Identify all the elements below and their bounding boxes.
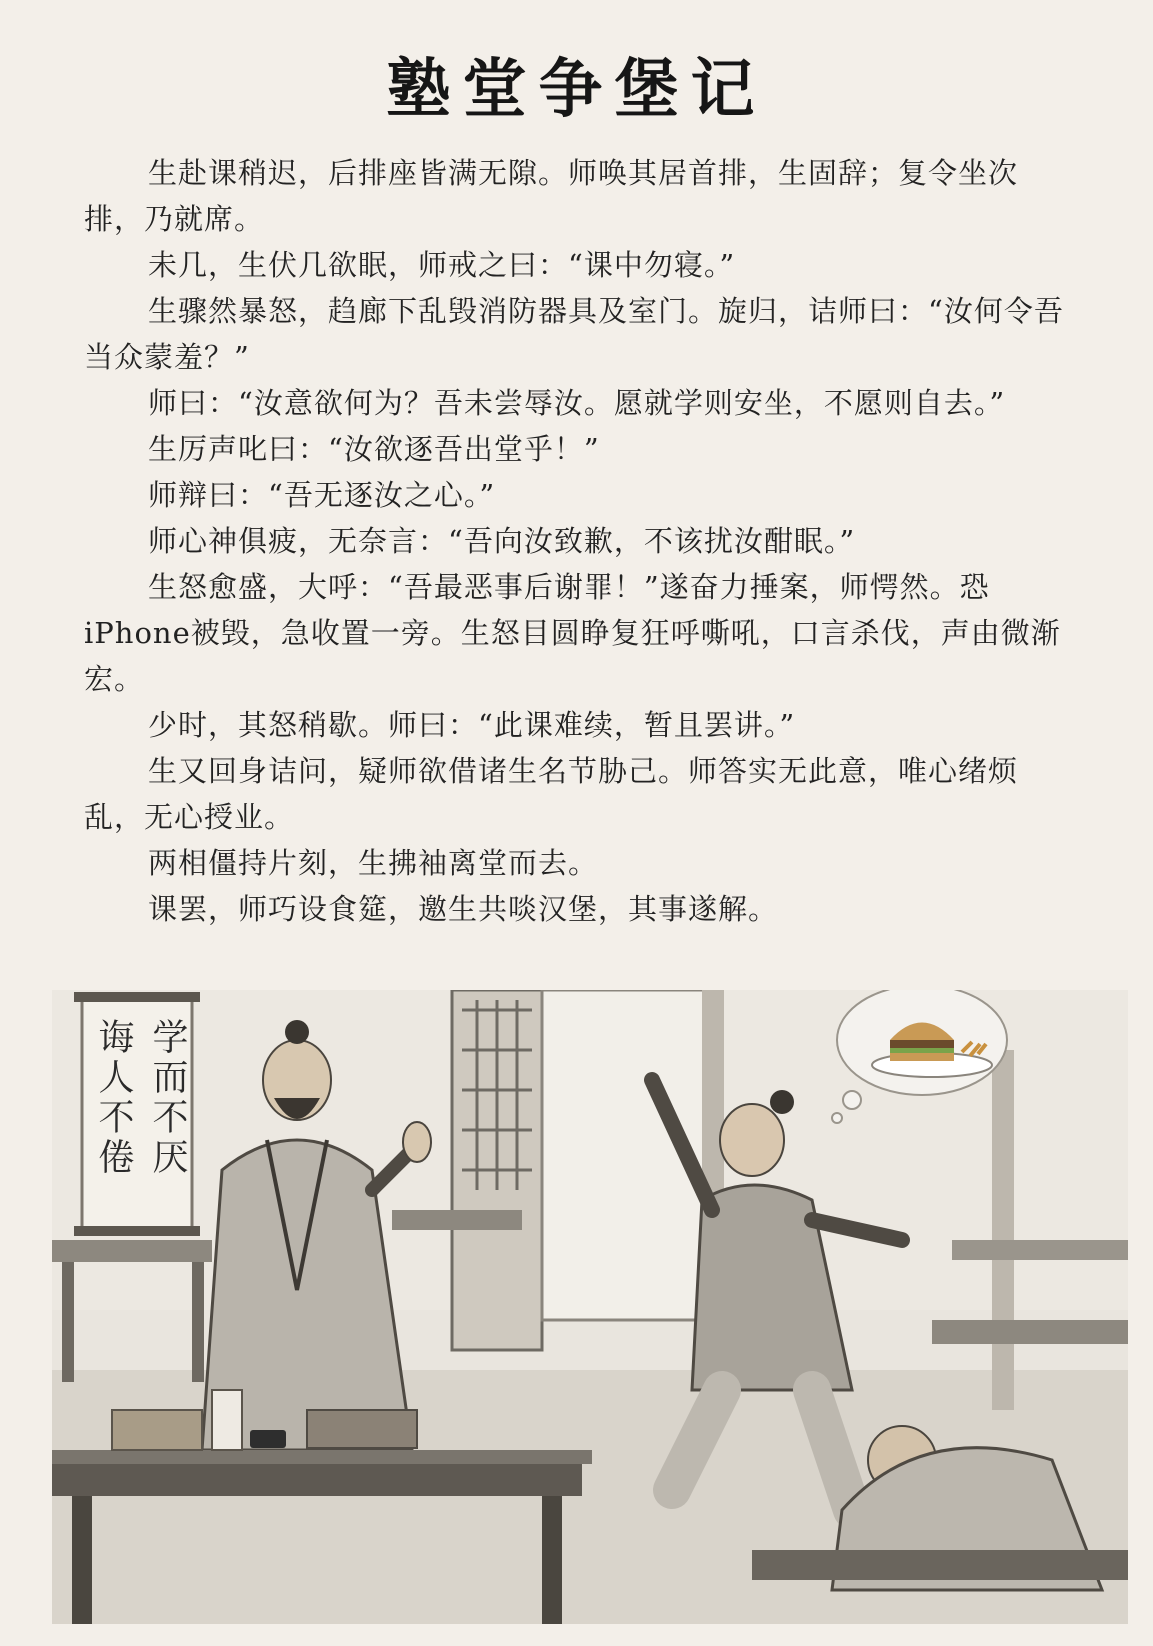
phone-icon <box>250 1430 286 1448</box>
lattice-door <box>452 990 542 1350</box>
paragraph: 生厉声叱曰：“汝欲逐吾出堂乎！” <box>148 432 600 466</box>
paragraph: 未几，生伏几欲眠，师戒之曰：“课中勿寝。” <box>148 248 736 282</box>
paragraph: 少时，其怒稍歇。师曰：“此课难续，暂且罢讲。” <box>148 708 796 742</box>
paragraph: 师心神俱疲，无奈言：“吾向汝致歉，不该扰汝酣眠。” <box>148 524 856 558</box>
paragraph: 师辩曰：“吾无逐汝之心。” <box>148 478 496 512</box>
paragraph: 生赴课稍迟，后排座皆满无隙。师唤其居首排，生固辞；复令坐次排，乃就席。 <box>84 156 1019 236</box>
page-title: 塾堂争堡记 <box>386 52 767 127</box>
scroll-couplet-right: 学而不厌 <box>147 1018 188 1178</box>
paragraph: 生骤然暴怒，趋廊下乱毁消防器具及室门。旋归，诘师曰：“汝何令吾当众蒙羞？” <box>84 294 1064 374</box>
paragraph: 课罢，师巧设食筵，邀生共啖汉堡，其事遂解。 <box>148 892 779 926</box>
article-body <box>84 150 1074 932</box>
paragraph: 生又回身诘问，疑师欲借诸生名节胁己。师答实无此意，唯心绪烦乱，无心授业。 <box>84 754 1019 834</box>
paragraph: 两相僵持片刻，生拂袖离堂而去。 <box>148 846 599 880</box>
paragraph: 生怒愈盛，大呼：“吾最恶事后谢罪！”遂奋力捶案，师愕然。恐iPhone被毁，急收置一旁。生怒目圆睁复狂呼嘶吼，口言杀伐，声由微渐宏。 <box>84 570 1061 696</box>
paragraph: 师曰：“汝意欲何为？吾未尝辱汝。愿就学则安坐，不愿则自去。” <box>148 386 1006 420</box>
classroom-illustration <box>52 990 1128 1624</box>
scroll-couplet-left: 诲人不倦 <box>93 1018 134 1178</box>
